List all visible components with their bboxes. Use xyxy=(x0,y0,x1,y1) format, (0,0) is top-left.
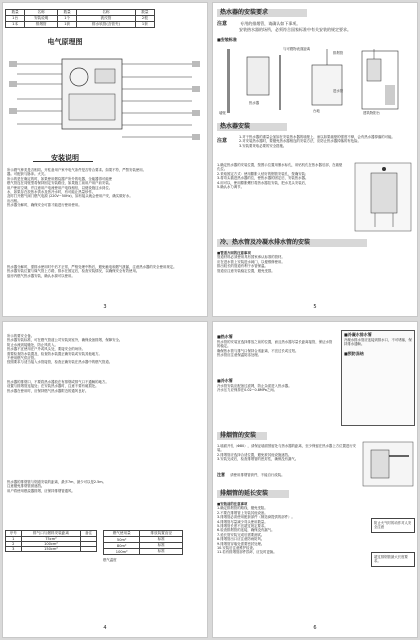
diagram-label: 墙壁 xyxy=(219,111,226,115)
table-cell: 1套 xyxy=(135,22,154,28)
table-cell: 排水软管(含管夹) xyxy=(77,22,135,28)
parts-table xyxy=(5,9,155,28)
text-line: 防止水流到接缝处，防止风吹入。 xyxy=(7,342,58,347)
table-cell: 波纹管 xyxy=(77,16,135,22)
table-header: 排放装置直径 xyxy=(140,531,183,537)
table-cell: 3 xyxy=(6,547,22,552)
text-line: 热水器的排烟管与烟道安装的距离，最多7m，最少可以是2.5m。 xyxy=(7,480,106,484)
text-line: 燃气管连在同壁型将保持固定安装路径，如果施工前用户用户前安装。 xyxy=(7,181,113,186)
installation-diagram xyxy=(217,45,415,117)
sub-title: ■冷水管 xyxy=(217,378,233,383)
cold-pipe-text xyxy=(217,384,335,393)
intro-text xyxy=(7,334,205,365)
diagram-label: 排烟管 xyxy=(333,51,344,55)
notice-label: 注意 xyxy=(217,472,225,477)
extension-text xyxy=(217,502,367,555)
table-header: 排气口与燃料安装距离 xyxy=(21,531,81,537)
notice-item: 3.安装要采取必要的安全措施。 xyxy=(239,143,287,148)
table-cell: 安装说明 xyxy=(25,16,58,22)
mid-text xyxy=(7,380,205,393)
table-cell: 75cm² xyxy=(21,537,81,542)
text-line: 冷水管安装应配备过滤网，防止杂质进入热水器。 xyxy=(217,384,292,388)
gas-table xyxy=(103,530,183,555)
install-steps xyxy=(217,163,345,189)
text-line: 水，如果存在放热水供水及热冷水时，有可能让热量炒作。 xyxy=(7,190,96,195)
text-line: 热水器在使用时，应保持燃气热水器附近的通风良好。 xyxy=(7,388,89,393)
diagram-label: 进水管 xyxy=(333,89,344,93)
table-cell: 1个 xyxy=(58,16,77,22)
text-line: 注意避免排烟管被遮挡。 xyxy=(7,484,45,489)
notice-label: 注意 xyxy=(217,138,228,144)
table-header: 数量 xyxy=(135,10,154,16)
section-title: 排烟管的延长安装 xyxy=(217,490,289,498)
table-header: 序号 xyxy=(6,531,22,537)
lower-text xyxy=(7,265,205,278)
text-line: 应在进水管上安装进水阀门，以便维修使用。 xyxy=(217,259,285,264)
text-line: 所示的要安全备。 xyxy=(7,334,35,338)
box-title: ■冷凝水排水管 xyxy=(344,332,372,337)
side-box xyxy=(341,330,415,426)
text-line: 管道材料必须使用具有国家承认标准的管材。 xyxy=(217,255,285,260)
table-cell: 1台 xyxy=(6,16,25,22)
table-row xyxy=(6,547,97,552)
step-line: 1.确定热水器的安装位置，按图示位置用墨水标孔，用钻机孔在热水器后部，在墙壁孔位。 xyxy=(217,163,343,172)
mounting-figure xyxy=(351,161,415,233)
text-line: 用户使用空调，并注意用户电流使用户电线相信，以便设施这水到位。 xyxy=(7,185,113,190)
table-header: 名称 xyxy=(77,10,135,16)
table-cell: 150cm² xyxy=(21,547,81,552)
text-line: 所示燃气种类是否相同。开柱备用户家中电气条件是否符合要求。如果不符，严禁安装使用。 xyxy=(7,168,147,172)
vent-table xyxy=(5,530,97,552)
electrical-schematic xyxy=(7,49,203,149)
table-cell: 100cm² xyxy=(21,542,81,547)
exhaust-figure xyxy=(361,440,415,488)
divider xyxy=(33,161,93,162)
text-line: 所示的是在确定的时，如果使用燃烧器产所介的电器，全能器得可能使 xyxy=(7,176,113,181)
section-title: 热水器安装 xyxy=(217,123,287,131)
text-line: 热水器分解时，需排水使用时中后才正常，严格处理中断后，避免触电和燃气泄漏，注意热水器的安全使用规定。 xyxy=(7,265,177,269)
exhaust-text xyxy=(217,444,357,462)
table-cell xyxy=(81,547,97,552)
notice-label: 注意 xyxy=(217,21,228,27)
text-line: 9.排烟管穿墙处需要密封处理。 xyxy=(217,541,265,546)
table-header: 备注 xyxy=(81,531,97,537)
text-line: 器。可配套与脉冲。火灾。 xyxy=(7,172,48,177)
table-cell: 50m² xyxy=(104,537,140,543)
sub-title: ■安装标准 xyxy=(217,37,237,42)
text-line: 热水管应注意保温防冻处理。 xyxy=(217,353,262,358)
table-header: 数量 xyxy=(58,10,77,16)
table-cell: 1套 xyxy=(58,22,77,28)
page-number: 6 xyxy=(313,625,317,631)
page-4 xyxy=(2,321,208,638)
callout-note: 超过排烟管最大长度要求。 xyxy=(371,552,415,567)
page-6 xyxy=(212,321,418,638)
table-header: 名称 xyxy=(25,10,58,16)
text-line: 8.排烟管出口应注意防雨防风。 xyxy=(217,537,265,542)
section-title: 排烟管的安装 xyxy=(217,432,267,440)
diagram-label: 与可燃物表面距离 xyxy=(283,47,311,51)
text-line: 7.延长管安装完成后需要测试。 xyxy=(217,532,265,537)
text-line: 冷水压力应保持在0.02~0.8MPa之间。 xyxy=(217,388,277,393)
hot-pipe-text xyxy=(217,340,335,358)
table-row xyxy=(6,22,155,28)
notice-text: 请使用排烟管套件，不能自行改装。 xyxy=(230,473,285,477)
diagram-label: 热水器 xyxy=(249,101,260,105)
text-line: 排出较长的管道有利于水管保温。 xyxy=(217,264,268,269)
table-row xyxy=(104,549,183,555)
step-line: 3.将弯头插进热水器的位，使热水器的固定后，安装热水器。 xyxy=(217,176,309,181)
page-3 xyxy=(2,2,208,317)
table-cell: 标准 xyxy=(140,537,183,543)
schematic-title: 电气原理图 xyxy=(47,38,83,46)
table-cell: 标准 xyxy=(140,549,183,555)
text-line: 热水管的安装宜选择排放之前的位置，而且热水器尽量长距离接管，保证水管的稳定。 xyxy=(217,340,333,349)
install-text xyxy=(7,168,205,208)
step-line: 5.确认水力调节。 xyxy=(217,185,244,190)
box-text: 冷凝水排水管应连接到排水口，不可堵塞，保持排水通畅。 xyxy=(344,338,412,347)
table-cell: 排烟管 xyxy=(25,22,58,28)
text-line: 热水器分解时，确保安全可靠才能进行使用使用。 xyxy=(7,203,82,208)
text-line: 10.安装后注意维护检查。 xyxy=(217,546,257,551)
notice-text: 专用的排烟管，请确认如下事项。 xyxy=(240,21,301,26)
page-number: 5 xyxy=(313,304,317,310)
text-line: 厨房内燃气热水器安装，确认水源可以使用。 xyxy=(7,273,75,278)
notice-text: 安装热水器的场所，必须符合国家标准中有关安装的规定要求。 xyxy=(239,27,351,32)
text-line: 设置与排烟管连接处；在安装热水器时，注意不要有破损处。 xyxy=(7,384,99,389)
callout-note: 防止火气时的动作对人安全注意 xyxy=(371,518,415,533)
sub-title: ■管道方面的注意事项 xyxy=(217,251,251,255)
text-line: 需要检查防水装置及，检查防水装置正确安装或安装其他地方。 xyxy=(7,351,102,356)
table-cell: 100m² xyxy=(104,549,140,555)
text-line: 热水器安装位置与煤气管上方路，排水在固定后，检查安装情况，以确保安全有效使用。 xyxy=(7,269,140,274)
text-line: 4.排烟管尽量减少弯头使用数量。 xyxy=(217,519,268,524)
text-line: 及时打开燃气阀门燃气电源 (220V~50Hz)，如有接头就会使用户安，确实做好水。 xyxy=(7,194,133,199)
sub-title: ■安装前的注意事项 xyxy=(217,502,248,506)
text-line: 按照要求与适当接入水管接管，检查正确安装在热水器中的燃气管道。 xyxy=(7,360,113,365)
section-title: 热水器的安装要求 xyxy=(217,9,307,17)
box-title: ■预防冻结 xyxy=(344,350,364,356)
notice-block xyxy=(217,135,415,148)
step-line: 2.采取固定方式：使用膨胀入钻好的钢管安装孔，按确安装； xyxy=(217,171,309,176)
text-line: 管道应注意安装稳定位置，避免受损。 xyxy=(217,268,275,273)
notice-item: 2.对安装热水器时，要避免热水器相连的安装方法，应防止热水器掉落的有危险。 xyxy=(239,139,361,144)
text-line: 3.排烟管必须使用配套部件（制造商提供的部件）。 xyxy=(217,515,295,520)
table-note: 燃气温度 xyxy=(103,558,117,562)
text-line: 确保热水管与排气口保持合适距离，不宜过长或过短。 xyxy=(217,348,299,353)
notice-item: 1.对于热水器的重量会加如在安装热水器的墙壁上，而以如果墙壁的强度不够，会有热水器掉落的可能。 xyxy=(239,135,395,139)
sub-title: ■热水管 xyxy=(217,334,233,339)
table-cell: 2根 xyxy=(135,16,154,22)
text-line: 2.排烟管应选择合适位置，避免被其他设施遮挡。 xyxy=(217,452,292,457)
pipe-notes xyxy=(217,251,415,273)
text-line: 热水器的排烟口，不要将热水器放在有排烟或排气口不通畅的地方。 xyxy=(7,380,109,384)
text-line: 3.安装完成后，检查排烟管的密封性，确保没有漏气。 xyxy=(217,457,299,462)
step-line: 4.用可以，使用膨胀螺钉将热水器挂安装，把水龙头安装后， xyxy=(217,180,309,185)
table-cell: 标准 xyxy=(140,543,183,549)
text-line: 不使用燃气供应管。 xyxy=(7,356,38,361)
page-number: 4 xyxy=(103,625,107,631)
diagram-label: 台地 xyxy=(313,109,320,113)
install-title: 安装说明 xyxy=(51,154,79,162)
page-number: 3 xyxy=(103,304,107,310)
text-line: 1.确定排烟管的路线，避免受阻。 xyxy=(217,506,268,511)
text-line: 11.若有排烟管部件损坏，应及时更换。 xyxy=(217,550,277,555)
table-cell: 1本 xyxy=(6,22,25,28)
notice-block xyxy=(217,472,285,477)
text-line: 2.不要在排烟管上安装其他设备。 xyxy=(217,510,268,515)
text-line: 热水器不宜使用在户外或风头处，要接安全的场所。 xyxy=(7,347,85,352)
text-line: 热水器安装标准，可在燃气管道公司安装到室外，确保设备排烟，保障安全。 xyxy=(7,338,123,343)
text-line: 5.排烟管长度不宜超过规定要求。 xyxy=(217,524,268,529)
table-cell: 2 xyxy=(6,542,22,547)
text-line: 1.墙面开孔（Φ80），请保证墙面预留处与热水器的距离，至少保留在热水器上方位置进行安装。 xyxy=(217,444,357,453)
section-title: 冷、热水管及冷凝水排水管的安装 xyxy=(217,239,367,247)
table-cell: 1 xyxy=(6,537,22,542)
table-cell: 80m² xyxy=(104,543,140,549)
table-header: 燃气使用量 xyxy=(104,531,140,537)
diagram-label: 建筑物阳台 xyxy=(363,111,380,115)
text-line: 出出相。 xyxy=(7,198,21,203)
bottom-text xyxy=(7,480,205,493)
text-line: 用户将使用燃烧器排烟，应保持排烟管通风。 xyxy=(7,488,75,493)
notice-block xyxy=(217,21,415,32)
page-5 xyxy=(212,2,418,317)
table-header: 数量 xyxy=(6,10,25,16)
text-line: 6.检查排烟管的连接，确保没有漏气。 xyxy=(217,528,275,533)
